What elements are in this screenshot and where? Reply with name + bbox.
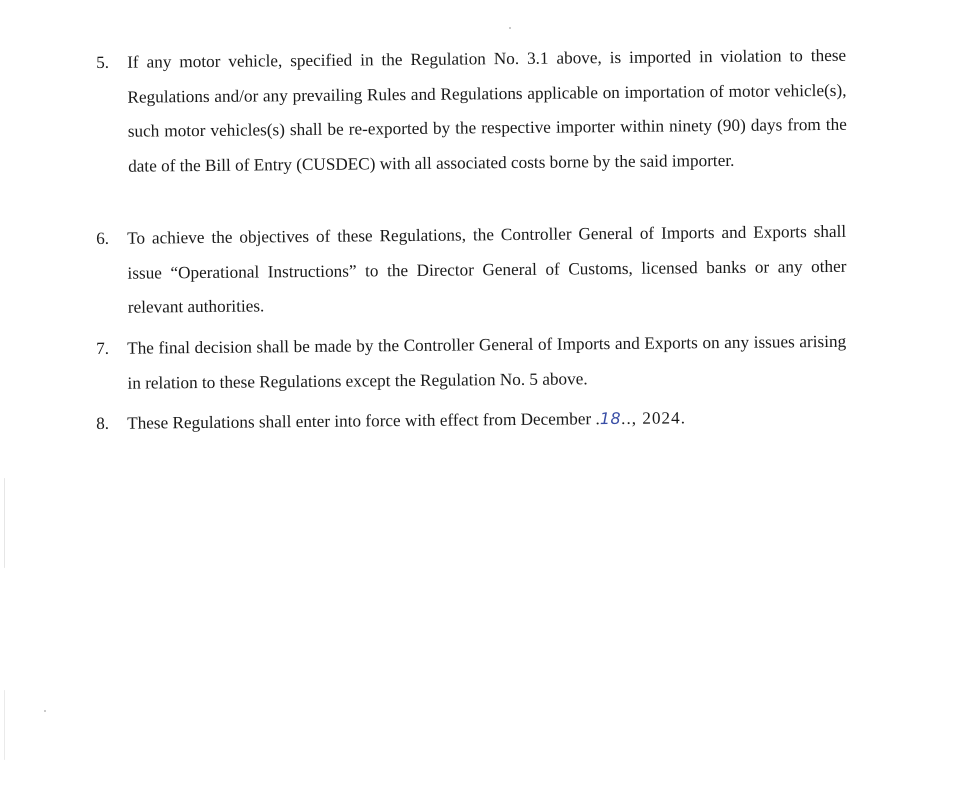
item-number: 6. xyxy=(96,228,110,248)
regulation-item-6 xyxy=(96,215,847,326)
scan-speck xyxy=(509,27,511,29)
scan-edge-shadow xyxy=(4,478,5,568)
item-text: To achieve the objectives of these Regulations, the Controller General of Imports and Exports shall issue “Operational Instructions” to the Director General of Customs, licensed banks or any other relevant authorities. xyxy=(127,221,847,317)
item-number: 8. xyxy=(96,413,110,433)
effective-date-text: These Regulations shall enter into force with effect from December . xyxy=(127,409,600,433)
handwritten-day: 18 xyxy=(599,408,622,429)
effective-date-year: .., 2024. xyxy=(621,408,687,428)
scan-speck xyxy=(44,710,46,712)
item-number: 5. xyxy=(96,52,110,72)
regulation-item-7 xyxy=(96,325,847,401)
regulation-item-8 xyxy=(96,400,846,442)
item-text: If any motor vehicle, specified in the Regulation No. 3.1 above, is imported in violation to these Regulations and/or any prevailing Rules and Regulations applicable on importation of motor vehicle(s), such motor vehicles(s) shall be re-exported by the respective importer within ninety (90) days from the date of the Bill of Entry (CUSDEC) with all associated costs borne by the said importer. xyxy=(127,45,847,176)
scan-edge-shadow xyxy=(4,690,5,760)
regulation-item-5 xyxy=(96,39,847,184)
item-text: The final decision shall be made by the Controller General of Imports and Exports on any issues arising in relation to these Regulations except the Regulation No. 5 above. xyxy=(127,331,847,393)
item-text xyxy=(127,400,846,441)
item-number: 7. xyxy=(96,338,110,358)
